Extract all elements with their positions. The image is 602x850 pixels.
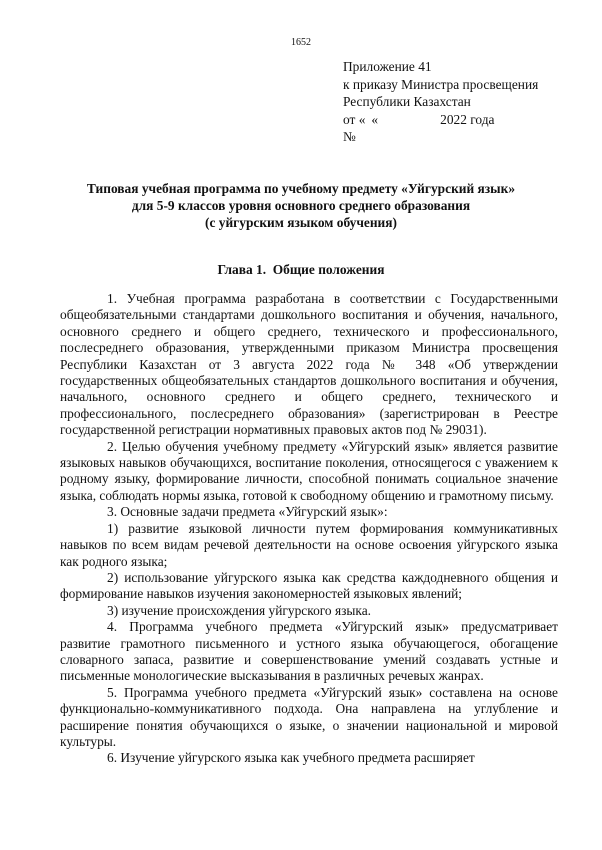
appendix-line: Приложение 41 [343,59,432,74]
chapter-name: Общие положения [272,262,385,277]
paragraph: 1) развитие языковой личности путем формирования коммуникативных навыков по всем видам речевой деятельности на основе освоения уйгурского языка как родного языка; [60,520,558,569]
appendix-line: Республики Казахстан [343,94,471,110]
appendix-number-line: № [343,129,356,145]
page-number: 1652 [291,37,311,48]
paragraph: 1. Учебная программа разработана в соответствии с Государственными общеобязательными стандартами дошкольного воспитания и обучения, начального, основного среднего и общего среднего, технического и профессионального, послесреднего образования, утвержденными приказом Министра просвещения Республики Казахстан от 3 августа 2022 года № 348 «Об утверждении государственных общеобязательных стандартов дошкольного воспитания и обучения, начального, основного среднего и общего среднего, технического и профессионального, послесреднего образования» (зарегистрирован в Реестре государственной регистрации нормативных правовых актов под № 29031). [60,291,558,438]
date-year: 2022 года [440,111,495,127]
paragraph: 6. Изучение уйгурского языка как учебного предмета расширяет [107,750,475,766]
appendix-block [343,58,538,146]
date-quote: « [371,111,379,127]
paragraph: 5. Программа учебного предмета «Уйгурский язык» составлена на основе функционально-коммуникативного подхода. Она направлена на углубление и расширение понятия обучающихся о языке, о значении национальной и мировой культуры. [60,684,558,749]
title-line: Типовая учебная программа по учебному предмету «Уйгурский язык» [86,181,516,196]
title-line: для 5-9 классов уровня основного среднего образования [131,198,471,214]
paragraph: 2. Целью обучения учебному предмету «Уйгурский язык» является развитие языковых навыков обучающихся, воспитание поколения, относящегося с уважением к родному языку, формирование личности, способной понимать социальное значение языка, соблюдать нормы языка, готовой к свободному общению и грамотному письму. [60,438,558,503]
appendix-date-line [343,111,538,129]
appendix-line: к приказу Министра просвещения [343,76,539,92]
date-prefix: от « [343,111,366,127]
document-body [60,291,558,767]
document-title [60,180,542,232]
title-line: (с уйгурским языком обучения) [205,215,397,231]
paragraph: 3) изучение происхождения уйгурского языка. [107,602,372,618]
paragraph: 3. Основные задачи предмета «Уйгурский язык»: [107,504,388,520]
chapter-label: Глава 1 [217,262,263,277]
paragraph: 2) использование уйгурского языка как средства каждодневного общения и формирование навыков изучения закономерностей языковых явлений; [60,569,558,602]
paragraph: 4. Программа учебного предмета «Уйгурский язык» предусматривает развитие грамотного письменного и устного языка обучающегося, обогащение словарного запаса, развитие и совершенствование умений создавать устные и письменные монологические высказывания в различных речевых жанрах. [60,619,558,684]
chapter-heading: Глава 1. Общие положения [217,262,385,277]
